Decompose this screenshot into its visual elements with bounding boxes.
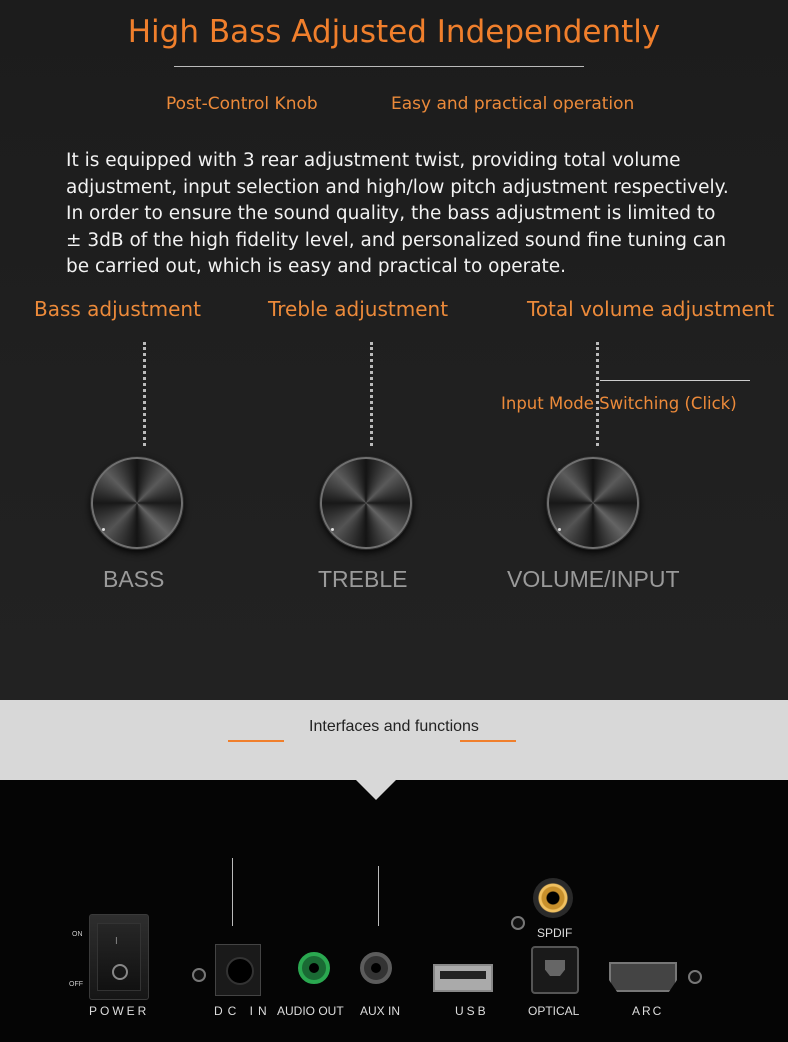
usb-port[interactable] <box>433 964 493 992</box>
aux-in-label: AUX IN <box>360 1004 401 1018</box>
bass-leader-line <box>143 342 146 446</box>
treble-knob[interactable] <box>320 457 412 549</box>
arc-label: ARC <box>632 1004 664 1018</box>
bass-adjustment-label: Bass adjustment <box>34 297 201 321</box>
page-title: High Bass Adjusted Independently <box>127 14 661 50</box>
treble-adjustment-label: Treble adjustment <box>268 297 449 321</box>
volume-adjustment-label: Total volume adjustment <box>527 297 775 321</box>
aux-in-jack[interactable] <box>360 952 392 984</box>
bass-knob-name: BASS <box>103 566 165 592</box>
audio-out-label: AUDIO OUT <box>277 1004 344 1018</box>
volume-input-knob[interactable] <box>547 457 639 549</box>
aux-in-leader-line <box>378 866 379 926</box>
dc-in-label: DC IN <box>214 1004 272 1018</box>
spdif-label: SPDIF <box>537 926 573 940</box>
section-title-rule-left <box>228 740 284 742</box>
rear-panel <box>0 780 788 1042</box>
power-label: POWER <box>89 1004 150 1018</box>
power-switch[interactable] <box>89 914 149 1000</box>
section-title: Interfaces and functions <box>309 718 479 735</box>
bass-knob[interactable] <box>91 457 183 549</box>
rocker-icon <box>97 923 141 991</box>
usb-label: USB <box>455 1004 489 1018</box>
screw-icon <box>688 970 702 984</box>
treble-leader-line <box>370 342 373 446</box>
feature-description: It is equipped with 3 rear adjustment twist, providing total volume adjustment, input selection and high/low pitch adjustment respectively. In order to ensure the sound quality, the bass adjustment is limited to ± 3dB of the high fidelity level, and personalized sound fine tuning can be carried out, which is easy and practical to operate. <box>66 150 729 277</box>
switch-off-label: OFF <box>69 981 83 988</box>
tag-easy-operation: Easy and practical operation <box>391 94 635 114</box>
dc-in-leader-line <box>232 858 233 926</box>
screw-icon <box>192 968 206 982</box>
down-arrow-icon <box>356 780 396 800</box>
input-mode-label: Input Mode Switching (Click) <box>501 394 737 413</box>
arc-hdmi-port[interactable] <box>609 962 677 992</box>
dc-in-port[interactable] <box>215 944 261 996</box>
switch-on-label: ON <box>72 931 83 938</box>
treble-knob-name: TREBLE <box>318 566 408 592</box>
volume-knob-name: VOLUME/INPUT <box>507 566 680 592</box>
title-divider <box>174 66 584 67</box>
audio-out-jack[interactable] <box>298 952 330 984</box>
section-header-band <box>0 700 788 780</box>
optical-label: OPTICAL <box>528 1004 580 1018</box>
tag-post-control-knob: Post-Control Knob <box>166 94 318 114</box>
optical-port[interactable] <box>531 946 579 994</box>
spdif-jack[interactable] <box>533 878 573 918</box>
input-mode-leader-line <box>600 380 750 381</box>
screw-icon <box>511 916 525 930</box>
section-title-rule-right <box>460 740 516 742</box>
